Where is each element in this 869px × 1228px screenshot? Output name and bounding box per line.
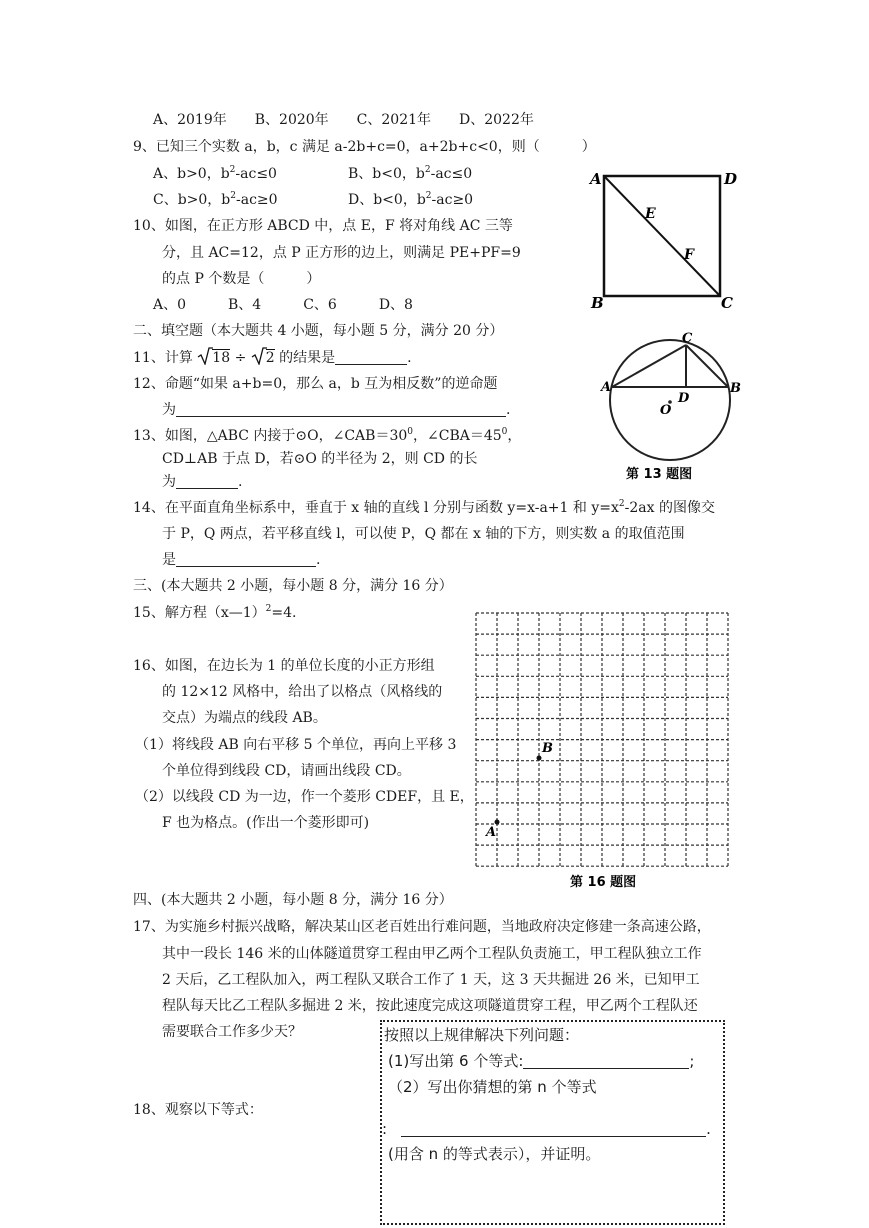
- q14-line3: 是 .: [162, 552, 321, 568]
- label-f: F: [684, 247, 694, 263]
- box-answer-blank-2[interactable]: [401, 1122, 706, 1137]
- q14-line2: 于 P，Q 两点，若平移直线 l，可以使 P，Q 都在 x 轴的下方，则实数 a 的取值范围: [162, 526, 685, 542]
- q17-line3: 2 天后，乙工程队加入，两工程队又联合工作了 1 天，这 3 天共掘进 26 米，已知甲工: [162, 972, 700, 988]
- label-c: C: [682, 332, 693, 346]
- q13-line2: CD⊥AB 于点 D，若⊙O 的半径为 2，则 CD 的长: [162, 451, 478, 467]
- q13-line1: 13、如图，△ABC 内接于⊙O，$\angle CAB=30^0$，$\angle CBA=45^0$，: [133, 427, 522, 444]
- label-b: B: [730, 381, 741, 396]
- q10-line1: 10、如图，在正方形 ABCD 中，点 E，F 将对角线 AC 三等: [133, 218, 513, 234]
- point-a: [495, 820, 500, 825]
- section-4-heading: 四、(本大题共 2 小题，每小题 8 分，满分 16 分）: [133, 892, 453, 908]
- label-o: O: [660, 403, 672, 418]
- q16-line4: （1）将线段 AB 向右平移 5 个单位，再向上平移 3: [135, 737, 457, 753]
- q13-circle-figure: [598, 332, 748, 492]
- q8-option-b: B、2020年: [254, 112, 329, 128]
- box-line2: (1)写出第 6 个等式: ;: [388, 1052, 695, 1070]
- segment-cb: [686, 345, 728, 387]
- q11-answer-blank[interactable]: [335, 350, 407, 365]
- q17-line2: 其中一段长 146 米的山体隧道贯穿工程由甲乙两个工程队负责施工，甲工程队独立工作: [162, 946, 702, 962]
- q16-grid-figure: [466, 603, 738, 893]
- label-a: A: [486, 825, 497, 840]
- label-c: C: [721, 294, 733, 312]
- q12-line2: 为 .: [162, 402, 511, 418]
- q17-line4: 程队每天比乙工程队多掘进 2 米，按此速度完成这项隧道贯穿工程，甲乙两个工程队还: [162, 998, 698, 1014]
- label-b: B: [542, 741, 553, 756]
- q9-stem: 9、已知三个实数 a，b，c 满足 a-2b+c=0，a+2b+c<0，则（ ）: [133, 139, 596, 155]
- label-a: A: [590, 170, 602, 188]
- q15: 15、解方程（x—1）$^2$=4.: [133, 604, 297, 621]
- q14-line1: 14、在平面直角坐标系中，垂直于 x 轴的直线 l 分别与函数 y=x-a+1 和 $y=x^2-2ax$ 的图像交: [133, 499, 715, 516]
- label-d: D: [678, 391, 690, 406]
- radical-sign-icon: [251, 347, 267, 365]
- q12-answer-blank[interactable]: [176, 402, 506, 417]
- q17-line5: 需要联合工作多少天？: [162, 1024, 302, 1040]
- q16-line5: 个单位得到线段 CD，请画出线段 CD。: [162, 763, 411, 779]
- q8-option-c: C、2021年: [356, 112, 432, 128]
- box-line4: : .: [382, 1120, 711, 1138]
- q11: 11、计算 18 ÷ 2 的结果是 .: [133, 347, 412, 368]
- box-line1: 按照以上规律解决下列问题：: [384, 1026, 580, 1044]
- q17-line1: 17、为实施乡村振兴战略，解决某山区老百姓出行难问题，当地政府决定修建一条高速公路，: [133, 919, 711, 935]
- segment-ac: [612, 345, 686, 387]
- q10-line3: 的点 P 个数是（ ）: [162, 271, 321, 287]
- section-2-heading: 二、填空题（本大题共 4 小题，每小题 5 分，满分 20 分）: [133, 323, 504, 339]
- q16-caption: 第 16 题图: [570, 875, 637, 890]
- section-3-heading: 三、(本大题共 2 小题，每小题 8 分，满分 16 分）: [133, 578, 453, 594]
- q13-answer-blank[interactable]: [176, 474, 238, 489]
- label-b: B: [591, 294, 604, 312]
- q16-line1: 16、如图，在边长为 1 的单位长度的小正方形组: [133, 658, 435, 674]
- q16-line7: F 也为格点。(作出一个菱形即可): [162, 815, 370, 831]
- grid-lines: [476, 613, 728, 866]
- q16-line6: （2）以线段 CD 为一边，作一个菱形 CDEF，且 E，: [135, 789, 474, 805]
- q13-line3: 为 .: [162, 474, 243, 490]
- q16-line2: 的 12×12 风格中，给出了以格点（风格线的: [162, 684, 443, 700]
- q9-option-c: C、b>0，$b^2-ac\ge 0$: [153, 191, 278, 208]
- q9-option-b: B、b<0，$b^2-ac\le 0$: [348, 165, 473, 182]
- q10-options: A、0 B、4 C、6 D、8: [153, 297, 413, 313]
- q10-line2: 分，且 AC=12，点 P 正方形的边上，则满足 PE+PF=9: [162, 245, 521, 261]
- q9-option-d: D、b<0，$b^2-ac\ge 0$: [348, 191, 474, 208]
- radical-sign-icon: [197, 347, 213, 365]
- q8-option-a: A、2019年: [153, 112, 227, 128]
- q13-caption: 第 13 题图: [626, 467, 693, 482]
- label-a: A: [601, 380, 612, 395]
- q9-option-a: A、b>0，$b^2-ac\le 0$: [153, 165, 277, 182]
- q18-label: 18、观察以下等式：: [133, 1102, 263, 1118]
- box-line3: （2）写出你猜想的第 n 个等式: [388, 1078, 597, 1096]
- circle-o: [610, 340, 730, 460]
- q16-line3: 交点）为端点的线段 AB。: [162, 710, 327, 726]
- point-b: [537, 756, 542, 761]
- q10-square-figure: [588, 162, 748, 312]
- box-line5: (用含 n 的等式表示），并证明。: [388, 1145, 601, 1163]
- q8-option-d: D、2022年: [459, 112, 534, 128]
- diagonal-ac: [604, 176, 720, 296]
- q12-line1: 12、命题“如果 a+b=0，那么 a，b 互为相反数”的逆命题: [133, 376, 498, 392]
- q14-answer-blank[interactable]: [176, 552, 316, 567]
- label-d: D: [724, 170, 738, 188]
- label-e: E: [645, 206, 656, 222]
- q8-options: [153, 110, 534, 130]
- box-answer-blank-1[interactable]: [523, 1054, 689, 1069]
